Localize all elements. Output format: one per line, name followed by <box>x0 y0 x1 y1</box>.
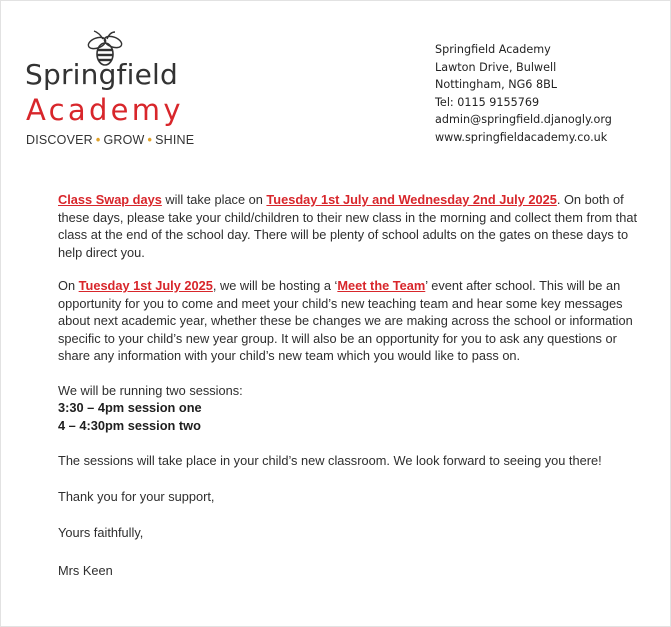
school-logo <box>25 29 225 159</box>
logo-subtitle: Academy <box>26 93 184 127</box>
address-street: Lawton Drive, Bulwell <box>435 60 557 74</box>
sessions-block <box>58 382 640 435</box>
session-one: 3:30 – 4pm session one <box>58 400 202 415</box>
tagline-discover: DISCOVER <box>26 133 93 147</box>
logo-tagline <box>26 133 194 147</box>
tagline-grow: GROW <box>103 133 145 147</box>
text-run: ’ event after school. This will be an opportunity for you to come and meet your child’s new teaching team and hear some key messages about next academic year, whether these be changes we are making across the school or information specific to your child’s new year group. It will also be an opportunity for you to ask any questions or share any information with your child’s new team which you would like to pass on. <box>58 278 633 363</box>
tagline-dot: • <box>147 133 153 147</box>
highlight-date: Tuesday 1st July 2025 <box>78 278 213 293</box>
text-run: On <box>58 278 79 293</box>
school-address <box>435 41 612 146</box>
letter-body <box>58 191 640 579</box>
tagline-dot: • <box>95 133 101 147</box>
tagline-shine: SHINE <box>155 133 195 147</box>
address-email: admin@springfield.djanogly.org <box>435 113 612 126</box>
thanks-line: Thank you for your support, <box>58 488 215 504</box>
paragraph-class-swap <box>58 191 640 261</box>
session-two: 4 – 4:30pm session two <box>58 417 201 433</box>
highlight-dates: Tuesday 1st July and Wednesday 2nd July 2025 <box>266 192 557 207</box>
text-run: , we will be hosting a ‘ <box>212 278 338 293</box>
address-phone: Tel: 0115 9155769 <box>435 95 540 109</box>
address-name: Springfield Academy <box>435 43 551 56</box>
signature-name: Mrs Keen <box>58 562 113 578</box>
address-website: www.springfieldacademy.co.uk <box>435 130 608 144</box>
text-run: will take place on <box>161 192 267 207</box>
closing-line: Yours faithfully, <box>58 525 144 540</box>
text-run: . On both of these days, please take your child/children to their new class in the morning and collect them from that class at the end of the school day. There will be plenty of school adults on the gates on these days to help direct you. <box>58 192 638 260</box>
highlight-meet-the-team: Meet the Team <box>337 278 426 293</box>
sessions-intro: We will be running two sessions: <box>58 382 243 398</box>
logo-name: Springfield <box>25 58 178 91</box>
highlight-class-swap: Class Swap days <box>58 192 162 207</box>
paragraph-meet-the-team <box>58 277 640 365</box>
paragraph-sessions-location: The sessions will take place in your child’s new classroom. We look forward to seeing you there! <box>58 453 602 468</box>
address-city: Nottingham, NG6 8BL <box>435 78 557 91</box>
